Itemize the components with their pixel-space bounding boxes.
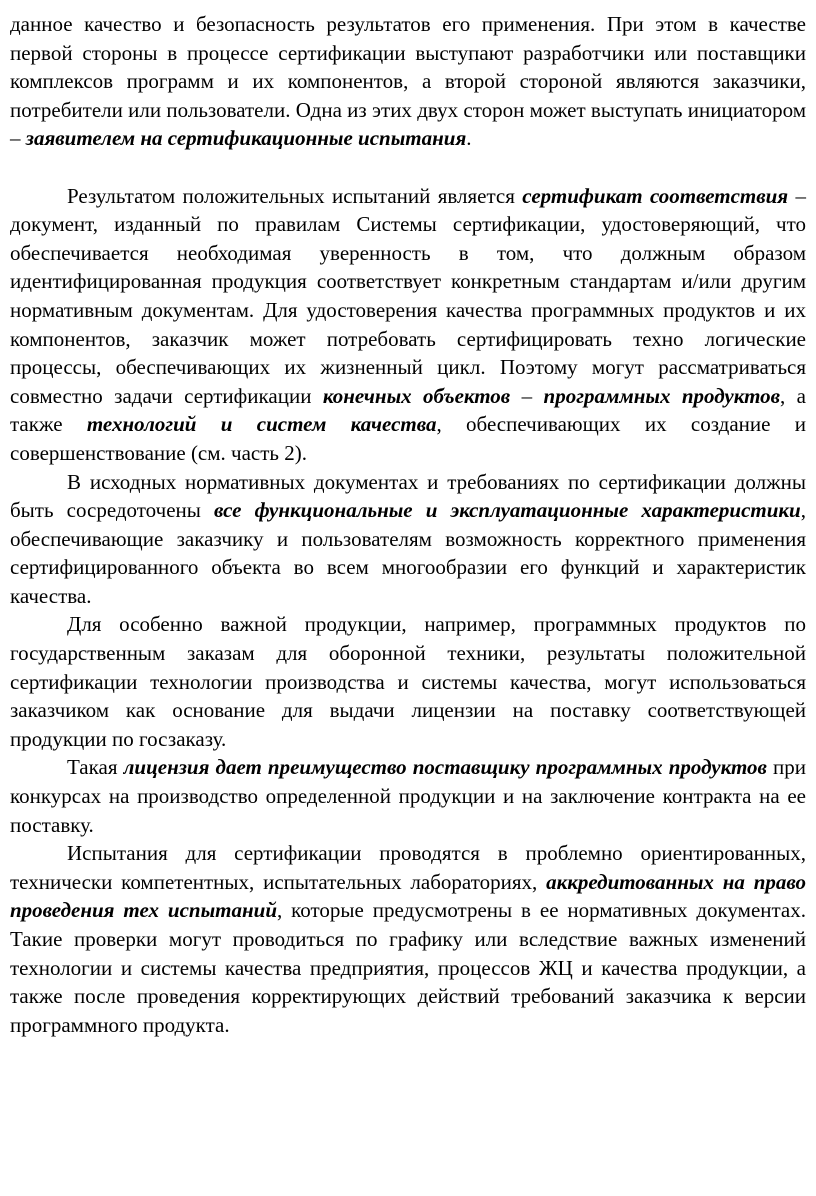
paragraph-gap: [10, 153, 806, 182]
text-run: –: [510, 383, 544, 408]
emphasis-run: все функциональные и эксплуатационные характеристики: [213, 498, 801, 523]
emphasis-run: аккредитованных на право проведения тех испытаний: [10, 869, 807, 923]
paragraph-requirements: [10, 468, 806, 611]
text-run: Испытания для сертификации проводятся в проблемно ориентированных, технически компетентных, испытательных лабораториях,: [10, 841, 806, 894]
emphasis-run: конечных объектов: [322, 383, 511, 408]
text-run: Результатом положительных испытаний является: [67, 183, 523, 208]
text-run: , обеспечивающих их создание и совершенствование (см. часть 2).: [10, 412, 807, 465]
emphasis-run: лицензия дает преимущество поставщику программных продуктов: [123, 755, 767, 780]
text-run: , которые предусмотрены в ее нормативных документах. Такие проверки могут проводиться по графику или вследствие важных изменений технологии и системы качества предприятия, процессов ЖЦ и качества продукции, а также после проведения корректирующих действий требований заказчика к версии программного продукта.: [10, 898, 807, 1037]
emphasis-run: программных продуктов: [543, 383, 781, 408]
text-run: данное качество и безопасность результатов его применения. При этом в качестве первой стороны в процессе сертификации выступают разработчики или поставщики комплексов программ и их компонентов, а второй стороной являются заказчики, потребители или пользователи. Одна из этих двух сторон может выступать инициатором –: [10, 12, 806, 151]
emphasis-run: технологий и систем качества: [86, 412, 437, 437]
paragraph-license: [10, 753, 806, 839]
paragraph-testing: [10, 839, 806, 1039]
paragraph-continuation: [10, 10, 806, 153]
emphasis-run: сертификат соответствия: [522, 183, 789, 208]
text-run: Такая: [67, 755, 124, 780]
text-run: , обеспечивающие заказчику и пользователям возможность корректного применения сертифицированного объекта во всем многообразии его функций и характеристик качества.: [10, 498, 806, 608]
document-page: [10, 10, 806, 1039]
text-run: , а также: [10, 383, 807, 437]
paragraph-certificate: [10, 182, 806, 468]
text-run: .: [466, 126, 472, 151]
text-run: Для особенно важной продукции, например, программных продуктов по государственным заказам для оборонной техники, результаты положительной сертификации технологии производства и системы качества, могут использоваться заказчиком как основание для выдачи лицензии на поставку соответствующей продукции по госзаказу.: [10, 612, 806, 751]
text-run: при конкурсах на производство определенной продукции и на заключение контракта на ее поставку.: [10, 755, 806, 837]
emphasis-run: заявителем на сертификационные испытания: [25, 126, 467, 151]
text-run: В исходных нормативных документах и требованиях по сертификации должны быть сосредоточены: [10, 469, 806, 523]
text-run: – документ, изданный по правилам Системы сертификации, удостоверяющий, что обеспечивается необходимая уверенность в том, что должным образом идентифицированная продукция соответствует конкретным стандартам и/или другим нормативным документам. Для удостоверения качества программных продуктов и их компонентов, заказчик может потребовать сертифицировать техно логические процессы, обеспечивающих их жизненный цикл. Поэтому могут рассматриваться совместно задачи сертификации: [10, 183, 806, 408]
paragraph-important-products: [10, 610, 806, 753]
